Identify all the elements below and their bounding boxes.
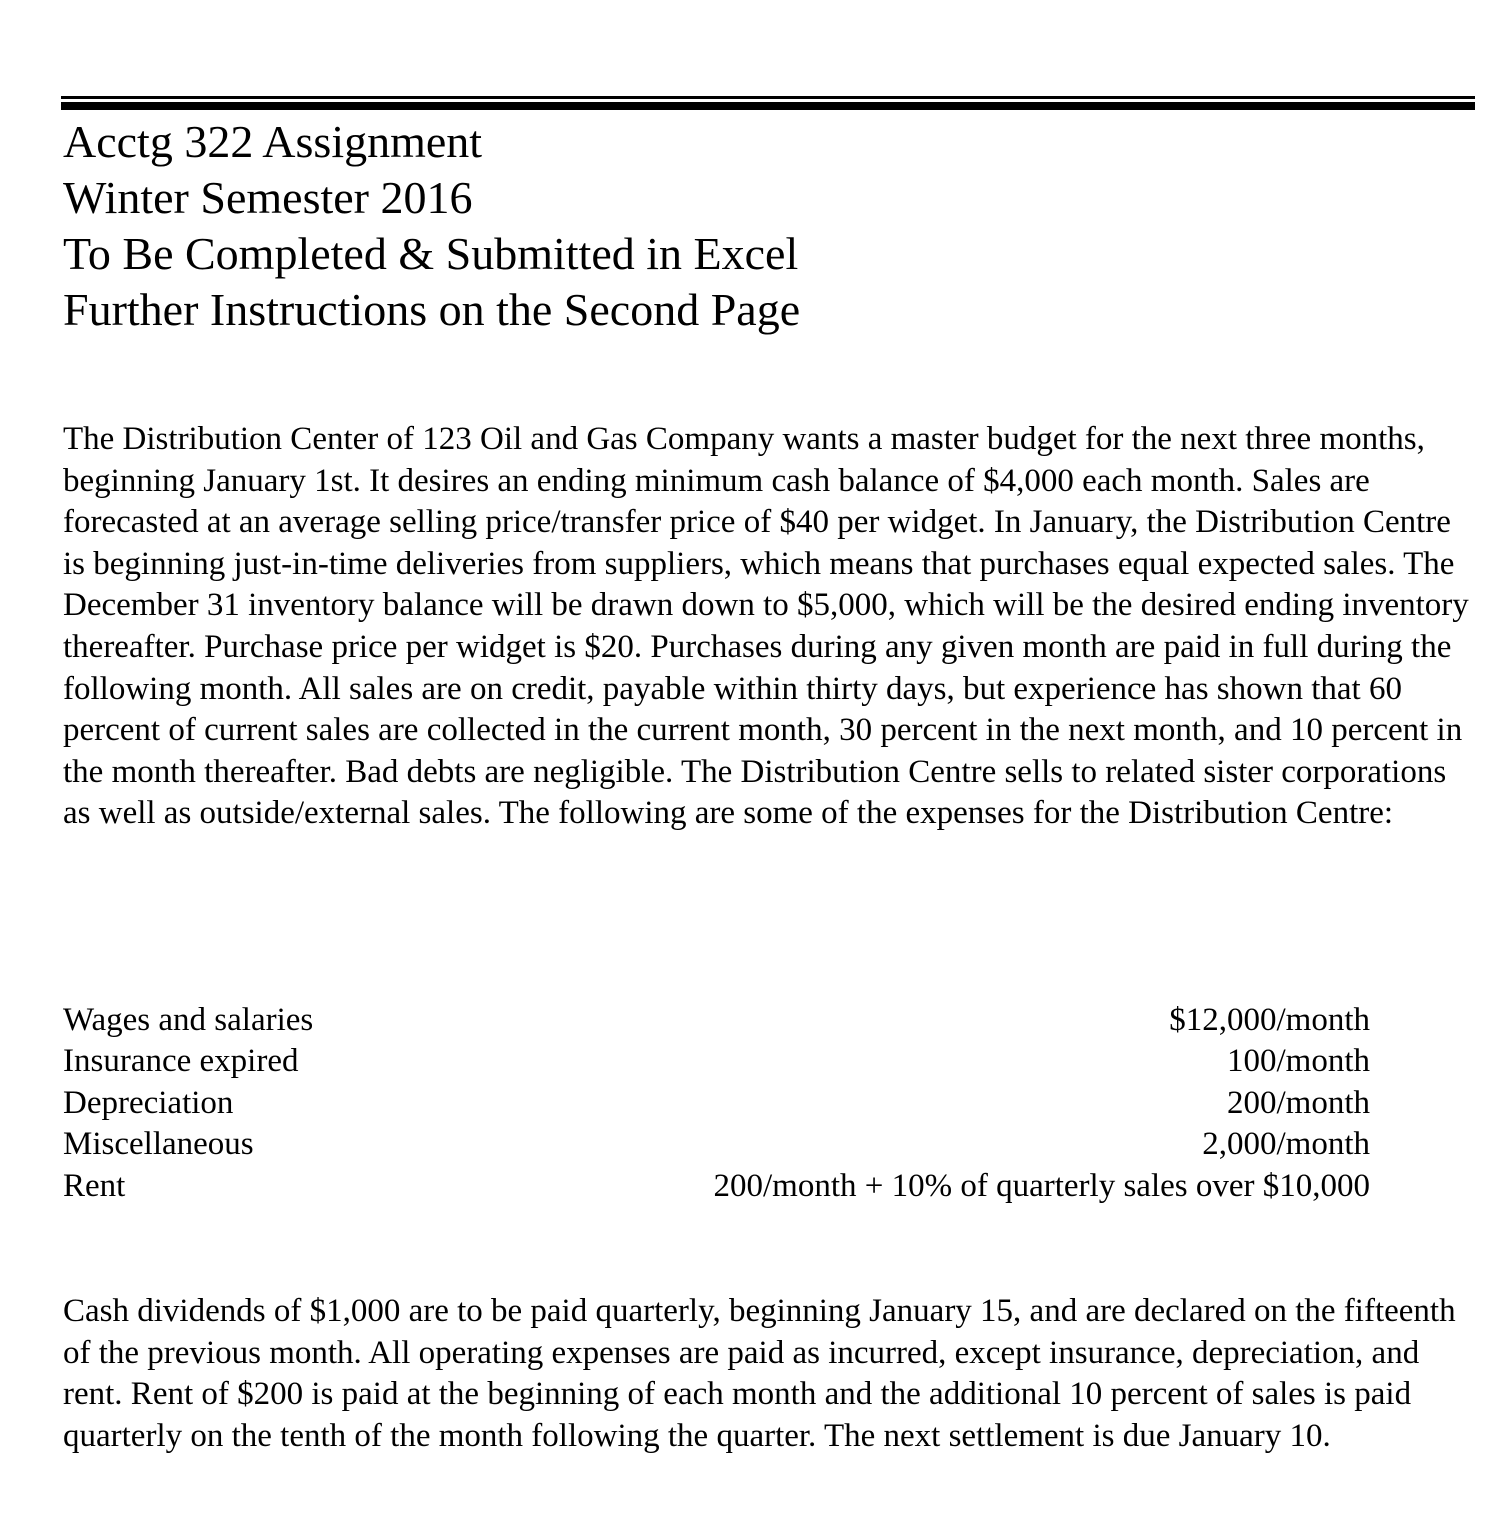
expense-item: Insurance expired: [63, 1043, 299, 1080]
expense-list: [63, 1000, 1370, 1207]
expense-item: Depreciation: [63, 1084, 234, 1121]
expense-amount: 100/month: [1226, 1043, 1370, 1080]
expense-amount: 200/month: [1226, 1084, 1370, 1121]
expense-row: [63, 1083, 1370, 1124]
document-header: [63, 114, 800, 338]
expense-item: Rent: [63, 1167, 126, 1204]
expense-amount: 2,000/month: [1202, 1126, 1370, 1163]
expense-amount: 200/month + 10% of quarterly sales over $10,000: [713, 1167, 1370, 1204]
expense-row: [63, 1041, 1370, 1082]
closing-paragraph: Cash dividends of $1,000 are to be paid quarterly, beginning January 15, and are declared on the fifteenth of the previous month. All operating expenses are paid as incurred, except insurance, depreciation, and rent. Rent of $200 is paid at the beginning of each month and the additional 10 percent of sales is paid quarterly on the tenth of the month following the quarter. The next settlement is due January 10.: [63, 1293, 1456, 1454]
submission-line: To Be Completed & Submitted in Excel: [63, 228, 799, 279]
expense-row: [63, 1166, 1370, 1207]
course-title: Acctg 322 Assignment: [63, 116, 483, 167]
header-rule-thick: [61, 102, 1475, 110]
expense-item: Wages and salaries: [63, 1002, 314, 1038]
semester-line: Winter Semester 2016: [63, 172, 473, 223]
intro-paragraph: The Distribution Center of 123 Oil and Gas Company wants a master budget for the next three months, beginning January 1st. It desires an ending minimum cash balance of $4,000 each month. Sales are forecasted at an average selling price/transfer price of $40 per widget. In January, the Distribution Centre is beginning just-in-time deliveries from suppliers, which means that purchases equal expected sales. The December 31 inventory balance will be drawn down to $5,000, which will be the desired ending inventory thereafter. Purchase price per widget is $20. Purchases during any given month are paid in full during the following month. All sales are on credit, payable within thirty days, but experience has shown that 60 percent of current sales are collected in the current month, 30 percent in the next month, and 10 percent in the month thereafter. Bad debts are negligible. The Distribution Centre sells to related sister corporations as well as outside/external sales. The following are some of the expenses for the Distribution Centre:: [63, 421, 1469, 832]
expense-item: Miscellaneous: [63, 1126, 254, 1163]
expense-row: [63, 1000, 1370, 1041]
instructions-line: Further Instructions on the Second Page: [63, 284, 801, 335]
expense-row: [63, 1124, 1370, 1165]
header-rule-thin: [61, 96, 1475, 99]
expense-amount: $12,000/month: [1169, 1002, 1370, 1038]
